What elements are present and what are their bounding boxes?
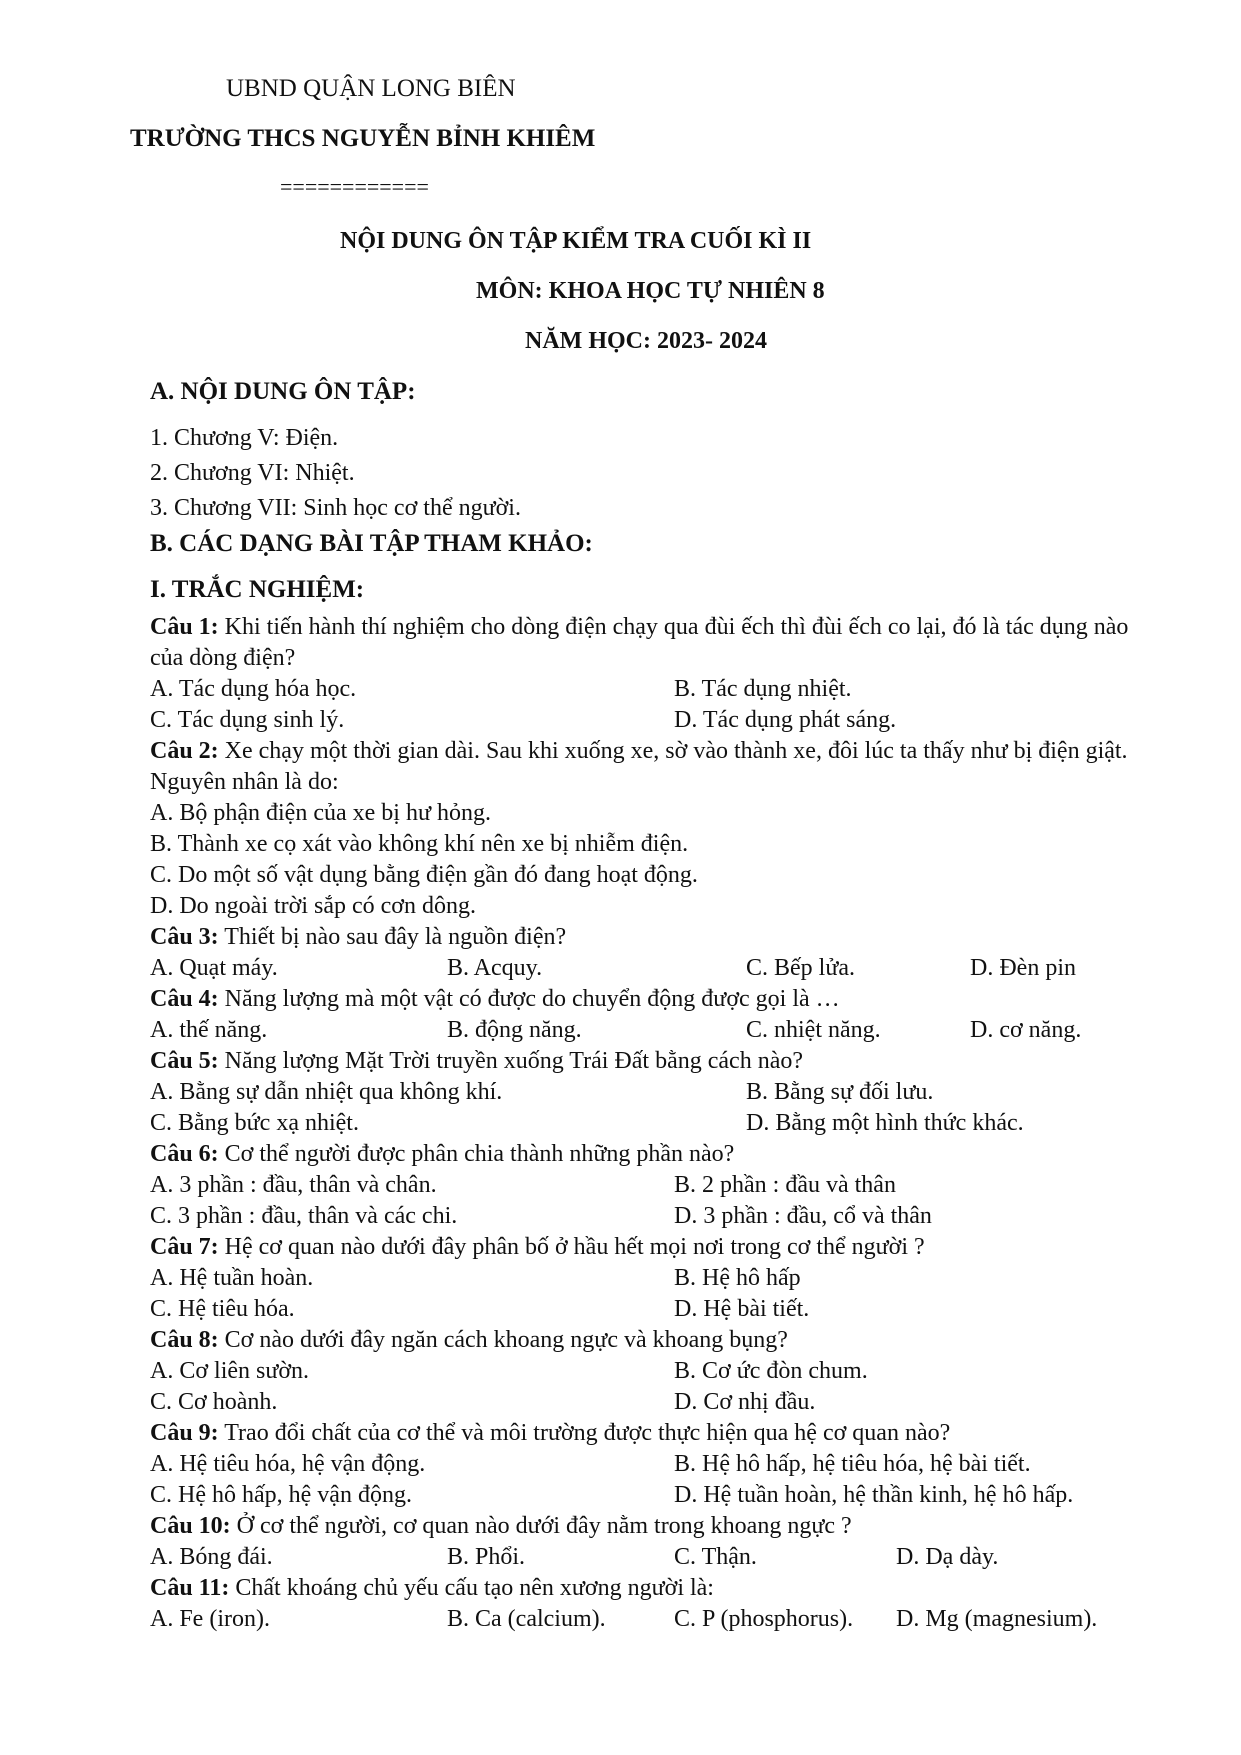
- question-label: Câu 11:: [150, 1575, 230, 1601]
- options-row: [150, 1170, 1150, 1201]
- school-name: TRƯỜNG THCS NGUYỄN BỈNH KHIÊM: [130, 125, 596, 152]
- options-row: [150, 1356, 1150, 1387]
- option-a: A. Quạt máy.: [150, 955, 278, 981]
- option-a: A. Bằng sự dẫn nhiệt qua không khí.: [150, 1079, 503, 1105]
- review-item: 1. Chương V: Điện.: [150, 425, 339, 451]
- option-a: A. Hệ tuần hoàn.: [150, 1265, 314, 1291]
- options-row: [150, 829, 1150, 860]
- question-text: Hệ cơ quan nào dưới đây phân bố ở hầu hết mọi nơi trong cơ thể người ?: [218, 1234, 925, 1260]
- option-d: D. Hệ bài tiết.: [674, 1296, 810, 1322]
- option-d: D. Tác dụng phát sáng.: [674, 707, 897, 733]
- review-item: 2. Chương VI: Nhiệt.: [150, 460, 355, 486]
- question-text: Ở cơ thể người, cơ quan nào dưới đây nằm trong khoang ngực ?: [230, 1513, 852, 1539]
- options-row: [150, 1449, 1150, 1480]
- doc-title: NỘI DUNG ÔN TẬP KIỂM TRA CUỐI KÌ II: [340, 228, 812, 254]
- question-text: Xe chạy một thời gian dài. Sau khi xuống xe, sờ vào thành xe, đôi lúc ta thấy như bị điện giật. Nguyên nhân là do:: [150, 738, 1128, 795]
- option-d: D. Bằng một hình thức khác.: [746, 1110, 1024, 1136]
- question-10: [150, 1511, 1150, 1542]
- option-a: A. Bộ phận điện của xe bị hư hỏng.: [150, 800, 491, 826]
- district-name: UBND QUẬN LONG BIÊN: [226, 75, 516, 102]
- school-year: NĂM HỌC: 2023- 2024: [525, 328, 767, 354]
- option-a: A. Bóng đái.: [150, 1544, 273, 1570]
- question-label: Câu 5:: [150, 1048, 219, 1074]
- question-label: Câu 1:: [150, 614, 219, 640]
- option-b: B. Phổi.: [447, 1544, 526, 1570]
- option-b: B. 2 phần : đầu và thân: [674, 1172, 896, 1198]
- option-d: D. Dạ dày.: [896, 1544, 999, 1570]
- question-4: [150, 984, 1150, 1015]
- question-text: Năng lượng mà một vật có được do chuyển động được gọi là …: [218, 986, 840, 1012]
- options-row: [150, 1015, 1150, 1046]
- question-text: Cơ nào dưới đây ngăn cách khoang ngực và khoang bụng?: [218, 1327, 788, 1353]
- option-c: C. Cơ hoành.: [150, 1389, 278, 1415]
- option-c: C. Tác dụng sinh lý.: [150, 707, 345, 733]
- option-c: C. Bếp lửa.: [746, 955, 855, 981]
- section-b-heading: B. CÁC DẠNG BÀI TẬP THAM KHẢO:: [150, 530, 593, 557]
- question-label: Câu 9:: [150, 1420, 219, 1446]
- question-label: Câu 10:: [150, 1513, 231, 1539]
- question-text: Trao đổi chất của cơ thể và môi trường được thực hiện qua hệ cơ quan nào?: [218, 1420, 951, 1446]
- option-b: B. Tác dụng nhiệt.: [674, 676, 852, 702]
- question-7: [150, 1232, 1150, 1263]
- option-b: B. Acquy.: [447, 955, 543, 981]
- question-text: Năng lượng Mặt Trời truyền xuống Trái Đất bằng cách nào?: [218, 1048, 803, 1074]
- question-11: [150, 1573, 1150, 1604]
- multiple-choice-heading: I. TRẮC NGHIỆM:: [150, 576, 365, 603]
- option-c: C. Hệ hô hấp, hệ vận động.: [150, 1482, 412, 1508]
- options-row: [150, 860, 1150, 891]
- option-b: B. Bằng sự đối lưu.: [746, 1079, 934, 1105]
- options-row: [150, 1263, 1150, 1294]
- question-label: Câu 2:: [150, 738, 219, 764]
- option-d: D. Mg (magnesium).: [896, 1606, 1098, 1632]
- question-text: Thiết bị nào sau đây là nguồn điện?: [218, 924, 567, 950]
- options-row: [150, 891, 1150, 922]
- question-label: Câu 4:: [150, 986, 219, 1012]
- option-b: B. Hệ hô hấp, hệ tiêu hóa, hệ bài tiết.: [674, 1451, 1031, 1477]
- option-d: D. Cơ nhị đầu.: [674, 1389, 816, 1415]
- option-a: A. Cơ liên sườn.: [150, 1358, 310, 1384]
- question-8: [150, 1325, 1150, 1356]
- options-row: [150, 953, 1150, 984]
- options-row: [150, 1542, 1150, 1573]
- option-c: C. nhiệt năng.: [746, 1017, 881, 1043]
- option-d: D. Đèn pin: [970, 955, 1076, 981]
- option-c: C. Bằng bức xạ nhiệt.: [150, 1110, 359, 1136]
- question-1: [150, 612, 1150, 674]
- option-a: A. thế năng.: [150, 1017, 268, 1043]
- option-a: A. Fe (iron).: [150, 1606, 270, 1632]
- options-row: [150, 1387, 1150, 1418]
- options-row: [150, 1077, 1150, 1108]
- option-b: B. động năng.: [447, 1017, 582, 1043]
- question-2: [150, 736, 1150, 798]
- option-a: A. 3 phần : đầu, thân và chân.: [150, 1172, 437, 1198]
- question-6: [150, 1139, 1150, 1170]
- option-a: A. Tác dụng hóa học.: [150, 676, 357, 702]
- question-5: [150, 1046, 1150, 1077]
- question-text: Khi tiến hành thí nghiệm cho dòng điện chạy qua đùi ếch thì đùi ếch co lại, đó là tác dụng nào của dòng điện?: [150, 614, 1129, 671]
- option-c: C. Hệ tiêu hóa.: [150, 1296, 295, 1322]
- question-text: Chất khoáng chủ yếu cấu tạo nên xương người là:: [229, 1575, 714, 1601]
- option-d: D. cơ năng.: [970, 1017, 1082, 1043]
- question-label: Câu 6:: [150, 1141, 219, 1167]
- option-d: D. Do ngoài trời sắp có cơn dông.: [150, 893, 476, 919]
- question-label: Câu 3:: [150, 924, 219, 950]
- section-a-heading: A. NỘI DUNG ÔN TẬP:: [150, 378, 416, 405]
- question-label: Câu 8:: [150, 1327, 219, 1353]
- question-text: Cơ thể người được phân chia thành những phần nào?: [218, 1141, 735, 1167]
- options-row: [150, 798, 1150, 829]
- options-row: [150, 1480, 1150, 1511]
- option-b: B. Thành xe cọ xát vào không khí nên xe bị nhiễm điện.: [150, 831, 689, 857]
- option-d: D. 3 phần : đầu, cổ và thân: [674, 1203, 932, 1229]
- option-c: C. P (phosphorus).: [674, 1606, 854, 1632]
- review-item: 3. Chương VII: Sinh học cơ thể người.: [150, 495, 521, 521]
- option-d: D. Hệ tuần hoàn, hệ thần kinh, hệ hô hấp.: [674, 1482, 1074, 1508]
- options-row: [150, 674, 1150, 705]
- options-row: [150, 1201, 1150, 1232]
- subject-title: MÔN: KHOA HỌC TỰ NHIÊN 8: [476, 278, 825, 304]
- option-c: C. Thận.: [674, 1544, 757, 1570]
- option-b: B. Cơ ức đòn chum.: [674, 1358, 868, 1384]
- option-b: B. Ca (calcium).: [447, 1606, 606, 1632]
- options-row: [150, 1294, 1150, 1325]
- header-divider: ============: [280, 174, 429, 199]
- options-row: [150, 705, 1150, 736]
- options-row: [150, 1108, 1150, 1139]
- option-a: A. Hệ tiêu hóa, hệ vận động.: [150, 1451, 426, 1477]
- question-3: [150, 922, 1150, 953]
- option-c: C. Do một số vật dụng bằng điện gần đó đang hoạt động.: [150, 862, 698, 888]
- options-row: [150, 1604, 1150, 1635]
- question-label: Câu 7:: [150, 1234, 219, 1260]
- option-c: C. 3 phần : đầu, thân và các chi.: [150, 1203, 458, 1229]
- option-b: B. Hệ hô hấp: [674, 1265, 801, 1291]
- question-9: [150, 1418, 1150, 1449]
